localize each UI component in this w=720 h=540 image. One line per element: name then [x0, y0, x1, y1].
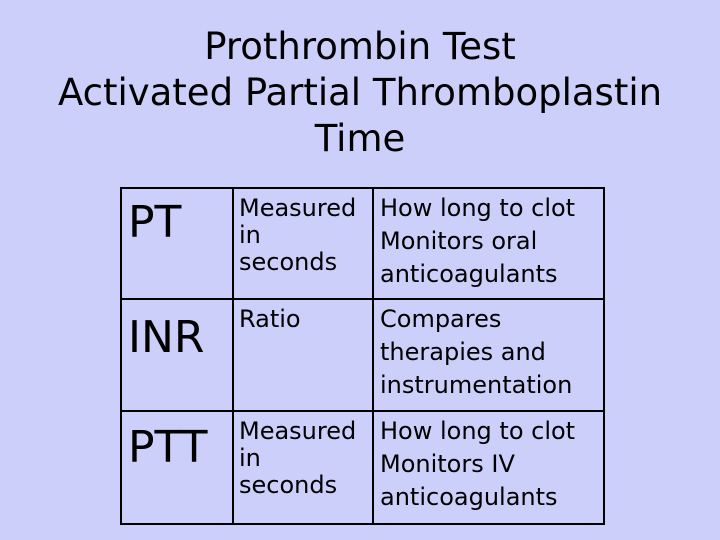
abbr-cell [121, 299, 233, 411]
test-detail: Compares therapies and instrumentation [380, 305, 573, 399]
table-row-inr [121, 299, 604, 411]
coagulation-tests-table [120, 187, 605, 525]
measure-cell [233, 188, 373, 299]
table-row-ptt [121, 411, 604, 524]
title-line-3: Time [314, 117, 406, 160]
measure-cell [233, 411, 373, 524]
test-measure: Ratio [239, 305, 301, 333]
detail-cell [373, 411, 604, 524]
slide-title [0, 24, 720, 162]
measure-cell [233, 299, 373, 411]
test-abbreviation: PT [128, 197, 182, 248]
abbr-cell [121, 411, 233, 524]
test-abbreviation: INR [128, 312, 205, 363]
title-line-1: Prothrombin Test [204, 25, 516, 68]
title-line-2: Activated Partial Thromboplastin [57, 71, 663, 114]
test-detail: How long to clot Monitors IV anticoagulants [380, 417, 576, 511]
detail-cell [373, 299, 604, 411]
abbr-cell [121, 188, 233, 299]
test-abbreviation: PTT [128, 422, 208, 473]
test-measure: Measured in seconds [239, 194, 357, 276]
test-detail: How long to clot Monitors oral anticoagulants [380, 194, 576, 288]
table-row-pt [121, 188, 604, 299]
detail-cell [373, 188, 604, 299]
test-measure: Measured in seconds [239, 417, 357, 499]
